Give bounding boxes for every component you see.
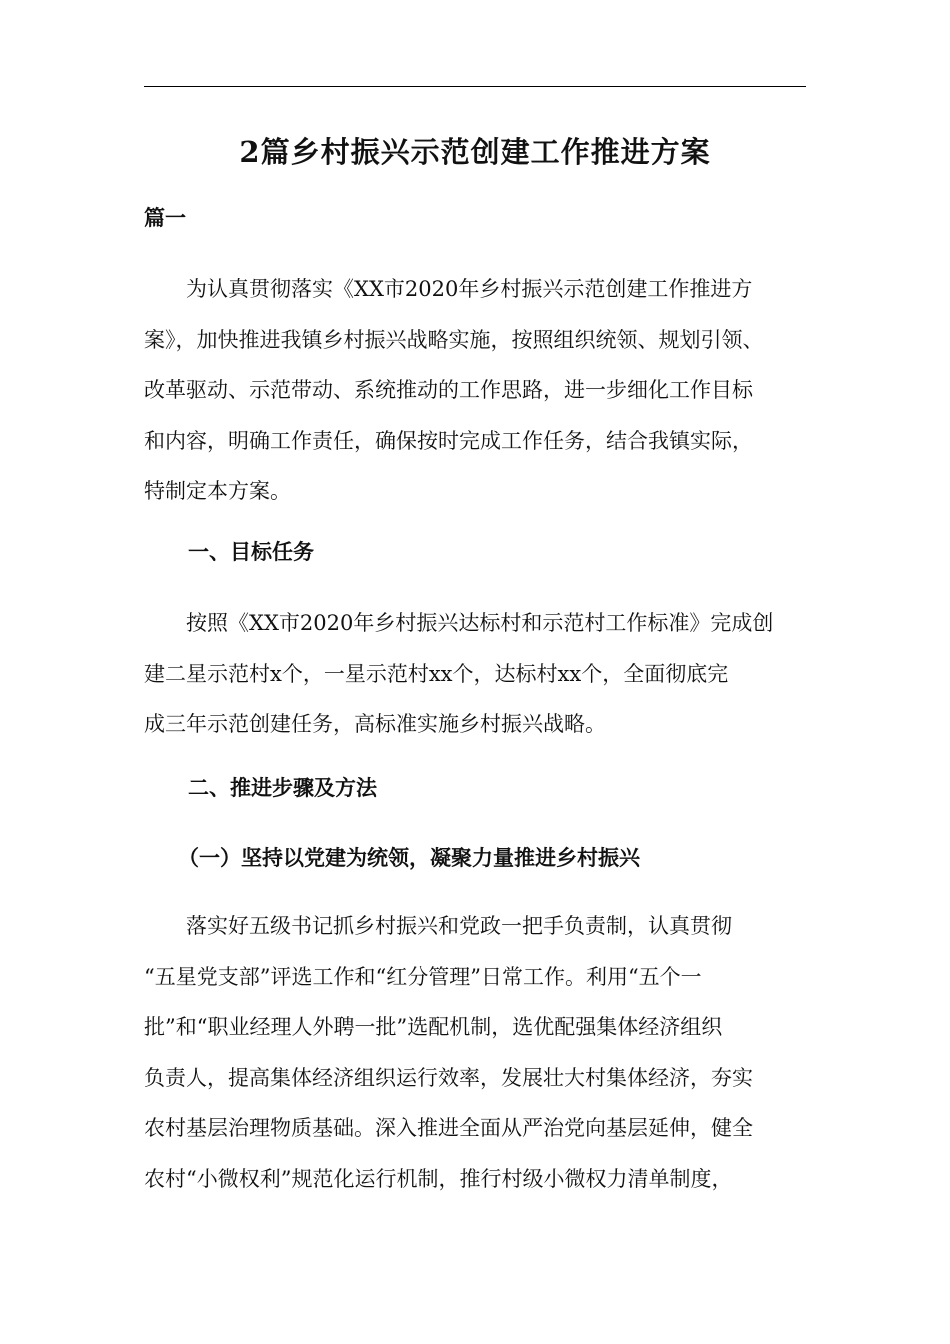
paragraph-line: 按照《XX市2020年乡村振兴达标村和示范村工作标准》完成创 — [144, 611, 774, 635]
paragraph-line: 案》，加快推进我镇乡村振兴战略实施，按照组织统领、规划引领、 — [144, 327, 764, 352]
paragraph-line: 和内容，明确工作责任，确保按时完成工作任务，结合我镇实际， — [144, 428, 753, 453]
heading-steps: 二、推进步骤及方法 — [188, 775, 377, 800]
paragraph-line: “五星党支部”评选工作和“红分管理”日常工作。利用“五个一 — [144, 964, 702, 989]
goal-paragraph — [144, 598, 808, 750]
party-paragraph — [144, 901, 808, 1205]
intro-paragraph — [144, 264, 808, 517]
section-label: 篇一 — [144, 205, 186, 230]
subheading-party-building: （一）坚持以党建为统领，凝聚力量推进乡村振兴 — [178, 845, 640, 870]
paragraph-line: 建二星示范村x个，一星示范村xx个，达标村xx个，全面彻底完 — [144, 661, 729, 686]
paragraph-line: 落实好五级书记抓乡村振兴和党政一把手负责制，认真贯彻 — [144, 914, 732, 938]
paragraph-line: 特制定本方案。 — [144, 479, 291, 504]
paragraph-line: 农村基层治理物质基础。深入推进全面从严治党向基层延伸，健全 — [144, 1116, 753, 1141]
document-title: 2篇乡村振兴示范创建工作推进方案 — [239, 135, 711, 169]
heading-goals: 一、目标任务 — [188, 539, 314, 564]
paragraph-line: 成三年示范创建任务，高标准实施乡村振兴战略。 — [144, 712, 606, 737]
paragraph-line: 改革驱动、示范带动、系统推动的工作思路，进一步细化工作目标 — [144, 378, 753, 403]
paragraph-line: 负责人，提高集体经济组织运行效率，发展壮大村集体经济，夯实 — [144, 1065, 753, 1090]
paragraph-line: 为认真贯彻落实《XX市2020年乡村振兴示范创建工作推进方 — [144, 277, 753, 301]
paragraph-line: 农村“小微权利”规范化运行机制，推行村级小微权力清单制度， — [144, 1166, 733, 1191]
header-rule — [144, 86, 806, 87]
paragraph-line: 批”和“职业经理人外聘一批”选配机制，选优配强集体经济组织 — [144, 1015, 723, 1040]
